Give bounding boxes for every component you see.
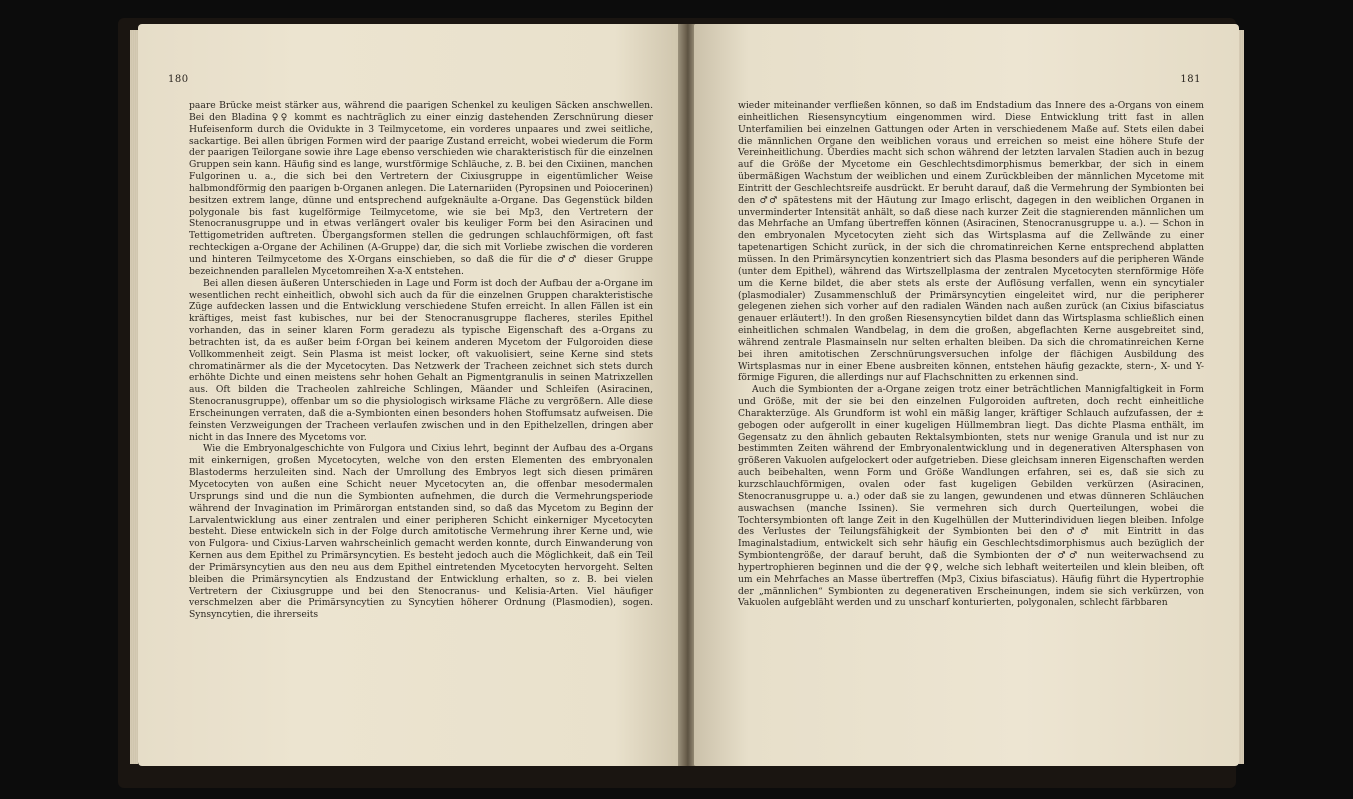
right-paragraph-2: Auch die Symbionten der a-Organe zeigen trotz einer beträchtlichen Mannigfaltigkeit in Form und Größe, mit der sie bei den einzelnen Fulgoroiden auftreten, doch recht einheitliche Charakterzüge. Als Grundform ist wohl ein mäßig langer, kräftiger Schlauch aufzufassen, der ± gebogen oder aufgerollt in einer kugeligen Hüllmembran liegt. Das dichte Plasma enthält, im Gegensatz zu den ähnlich gebauten Rektalsymbionten, stets nur wenige Granula und ist nur zu bestimmten Zeiten während der Embryonalentwicklung und in degenerativen Altersphasen von größeren Vakuolen aufgelockert oder aufgetrieben. Diese gleichsam inneren Eigenschaften werden auch beibehalten, wenn Form und Größe Wandlungen erfahren, sei es, daß sie sich zu kurzschlauchförmigen, ovalen oder fast kugeligen Gebilden verkürzen (Asiracinen, Stenocranusgruppe u. a.) oder daß sie zu langen, gewundenen und etwas dünneren Schläuchen auswachsen (manche Issinen). Sie vermehren sich durch Querteilungen, wobei die Tochtersymbionten oft lange Zeit in den Kugelhüllen der Mutterindividuen liegen bleiben. Infolge des Verlustes der Teilungsfähigkeit der Symbionten bei den ♂♂ mit Eintritt in das Imaginalstadium, entwickelt sich sehr häufig ein Geschlechtsdimorphismus auch bezüglich der Symbiontengröße, der darauf beruht, daß die Symbionten der ♂♂ nun weiterwachsend zu hypertrophieren beginnen und die der ♀♀, welche sich lebhaft weiterteilen und klein bleiben, oft um ein Mehrfaches an Masse übertreffen (Mp3, Cixius bifasciatus). Häufig führt die Hypertrophie der „männlichen“ Symbionten zu degenerativen Erscheinungen, indem sie sich verkürzen, von Vakuolen aufgebläht werden und zu unscharf konturierten, polygonalen, schlecht färbbaren	[738, 384, 1204, 609]
right-page-body	[738, 100, 1204, 609]
left-paragraph-1: paare Brücke meist stärker aus, während die paarigen Schenkel zu keuligen Säcken anschwellen. Bei den Bladina ♀♀ kommt es nachträglich zu einer einzig dastehenden Zerschnürung dieser Hufeisenform durch die Ovidukte in 3 Teilmycetome, ein vorderes unpaares und zwei seitliche, sackartige. Bei allen übrigen Formen wird der paarige Zustand erreicht, wobei wiederum die Form der paarigen Teilorgane sowie ihre Lage ebenso verschieden wie charakteristisch für die einzelnen Gruppen sein kann. Häufig sind es lange, wurstförmige Schläuche, z. B. bei den Cixiinen, manchen Fulgorinen u. a., die sich bei den Vertretern der Cixiusgruppe in eigentümlicher Weise halbmondförmig den paarigen b-Organen anlegen. Die Laternariiden (Pyropsinen und Poiocerinen) besitzen extrem lange, dünne und entsprechend aufgeknäulte a-Organe. Das Gegenstück bilden polygonale bis fast kugelförmige Teilmycetome, wie sie bei Mp3, den Vertretern der Stenocranusgruppe und in etwas verlängert ovaler bis keuliger Form bei den Asiracinen und Tettigometriden auftreten. Übergangsformen stellen die gedrungen schlauchförmigen, oft fast rechteckigen a-Organe der Achilinen (A-Gruppe) dar, die sich mit Vorliebe zwischen die vorderen und hinteren Teilmycetome des X-Organs einschieben, so daß die für die ♂♂ dieser Gruppe bezeichnenden parallelen Mycetomreihen X-a-X entstehen.	[189, 100, 653, 277]
left-paragraph-3: Wie die Embryonalgeschichte von Fulgora und Cixius lehrt, beginnt der Aufbau des a-Organs mit einkernigen, großen Mycetocyten, welche von den ersten Elementen des embryonalen Blastoderms herzuleiten sind. Nach der Umrollung des Embryos legt sich diesen primären Mycetocyten von außen eine Schicht neuer Mycetocyten an, die offenbar mesodermalen Ursprungs sind und die nun die Symbionten aufnehmen, die durch die Vermehrungsperiode während der Invagination im Primärorgan entstanden sind, so daß das Mycetom zu Beginn der Larvalentwicklung aus einer zentralen und einer peripheren Schicht einkerniger Mycetocyten besteht. Diese entwickeln sich in der Folge durch amitotische Vermehrung ihrer Kerne und, wie von Fulgora- und Cixius-Larven wahrscheinlich gemacht werden konnte, durch Einwanderung von Kernen aus dem Epithel zu Primärsyncytien. Es besteht jedoch auch die Möglichkeit, daß ein Teil der Primärsyncytien aus den neu aus dem Epithel eintretenden Mycetocyten hervorgeht. Selten bleiben die Primärsyncytien als Endzustand der Entwicklung erhalten, so z. B. bei vielen Vertretern der Cixiusgruppe und bei den Stenocranus- und Kelisia-Arten. Viel häufiger verschmelzen aber die Primärsyncytien zu Syncytien höherer Ordnung (Plasmodien), sogen. Synsyncytien, die ihrerseits	[189, 443, 653, 621]
right-paragraph-1: wieder miteinander verfließen können, so daß im Endstadium das Innere des a-Organs von einem einheitlichen Riesensyncytium eingenommen wird. Diese Entwicklung tritt fast in allen Unterfamilien bei einzelnen Gattungen oder Arten in verschiedenem Maße auf. Stets eilen dabei die männlichen Organe den weiblichen voraus und erreichen so meist eine höhere Stufe der Vereinheitlichung. Überdies macht sich schon während der letzten larvalen Stadien auch in bezug auf die Größe der Mycetome ein Geschlechtsdimorphismus bemerkbar, der sich in einem übermäßigen Wachstum der weiblichen und einem Zurückbleiben der männlichen Mycetome mit Eintritt der Geschlechtsreife ausdrückt. Er beruht darauf, daß die Vermehrung der Symbionten bei den ♂♂ spätestens mit der Häutung zur Imago erlischt, dagegen in den weiblichen Organen in unverminderter Intensität anhält, so daß diese nach kurzer Zeit die stagnierenden männlichen um das Mehrfache an Umfang übertreffen können (Asiracinen, Stenocranusgruppe u. a.). — Schon in den embryonalen Mycetocyten zieht sich das Wirtsplasma auf die Zellwände zu einer tapetenartigen Schicht zurück, in der sich die chromatinreichen Kerne entsprechend abplatten müssen. In den Primärsyncytien konzentriert sich das Plasma besonders auf die peripheren Wände (unter dem Epithel), während das Wirtszellplasma der zentralen Mycetocyten sternförmige Höfe um die Kerne bildet, die aber stets als erste der Auflösung verfallen, wenn ein syncytialer (plasmodialer) Zusammenschluß der Primärsyncytien eingeleitet wird, nur die peripherer gelegenen ziehen sich vorher auf den radialen Wänden nach außen zurück (an Cixius bifasciatus genauer erläutert!). In den großen Riesensyncytien bildet dann das Wirtsplasma schließlich einen einheitlichen schmalen Wandbelag, in dem die großen, abgeflachten Kerne ausgebreitet sind, während zentrale Plasmainseln nur selten erhalten bleiben. Da sich die chromatinreichen Kerne bei ihren amitotischen Zerschnürungsversuchen infolge der flächigen Ausbildung des Wirtsplasmas nur in einer Ebene ausbreiten können, entstehen häufig gezackte, stern-, X- und Y-förmige Figuren, die allerdings nur auf Flachschnitten zu erkennen sind.	[738, 100, 1204, 384]
left-paragraph-2: Bei allen diesen äußeren Unterschieden in Lage und Form ist doch der Aufbau der a-Organe im wesentlichen recht einheitlich, obwohl sich auch da für die einzelnen Gruppen charakteristische Züge aufdecken lassen und die Entwicklung verschiedene Stufen erreicht. In allen Fällen ist ein kräftiges, meist fast kubisches, nur bei der Stenocranusgruppe flacheres, steriles Epithel vorhanden, das in seiner klaren Form geradezu als typische Eigenschaft des a-Organs zu betrachten ist, da es außer beim f-Organ bei keinem anderen Mycetom der Fulgoroiden diese Vollkommenheit zeigt. Sein Plasma ist meist locker, oft vakuolisiert, seine Kerne sind stets chromatinärmer als die der Mycetocyten. Das Netzwerk der Tracheen zeichnet sich stets durch erhöhte Dichte und einen meistens sehr hohen Gehalt an Pigmentgranulis in seinen Matrixzellen aus. Oft bilden die Tracheolen zahlreiche Schlingen, Mäander und Schleifen (Asiracinen, Stenocranusgruppe), offenbar um so die physiologisch wirksame Fläche zu vergrößern. Alle diese Erscheinungen verraten, daß die a-Symbionten einen besonders hohen Stoffumsatz aufweisen. Die feinsten Verzweigungen der Tracheen verlaufen zwischen und in den Epithelzellen, dringen aber nicht in das Innere des Mycetoms vor.	[189, 277, 653, 443]
right-page	[694, 24, 1239, 766]
left-page	[138, 24, 680, 766]
page-edge-left	[130, 30, 138, 764]
right-page-number: 181	[1180, 74, 1201, 85]
left-page-number: 180	[168, 74, 189, 85]
left-page-body	[189, 100, 653, 621]
